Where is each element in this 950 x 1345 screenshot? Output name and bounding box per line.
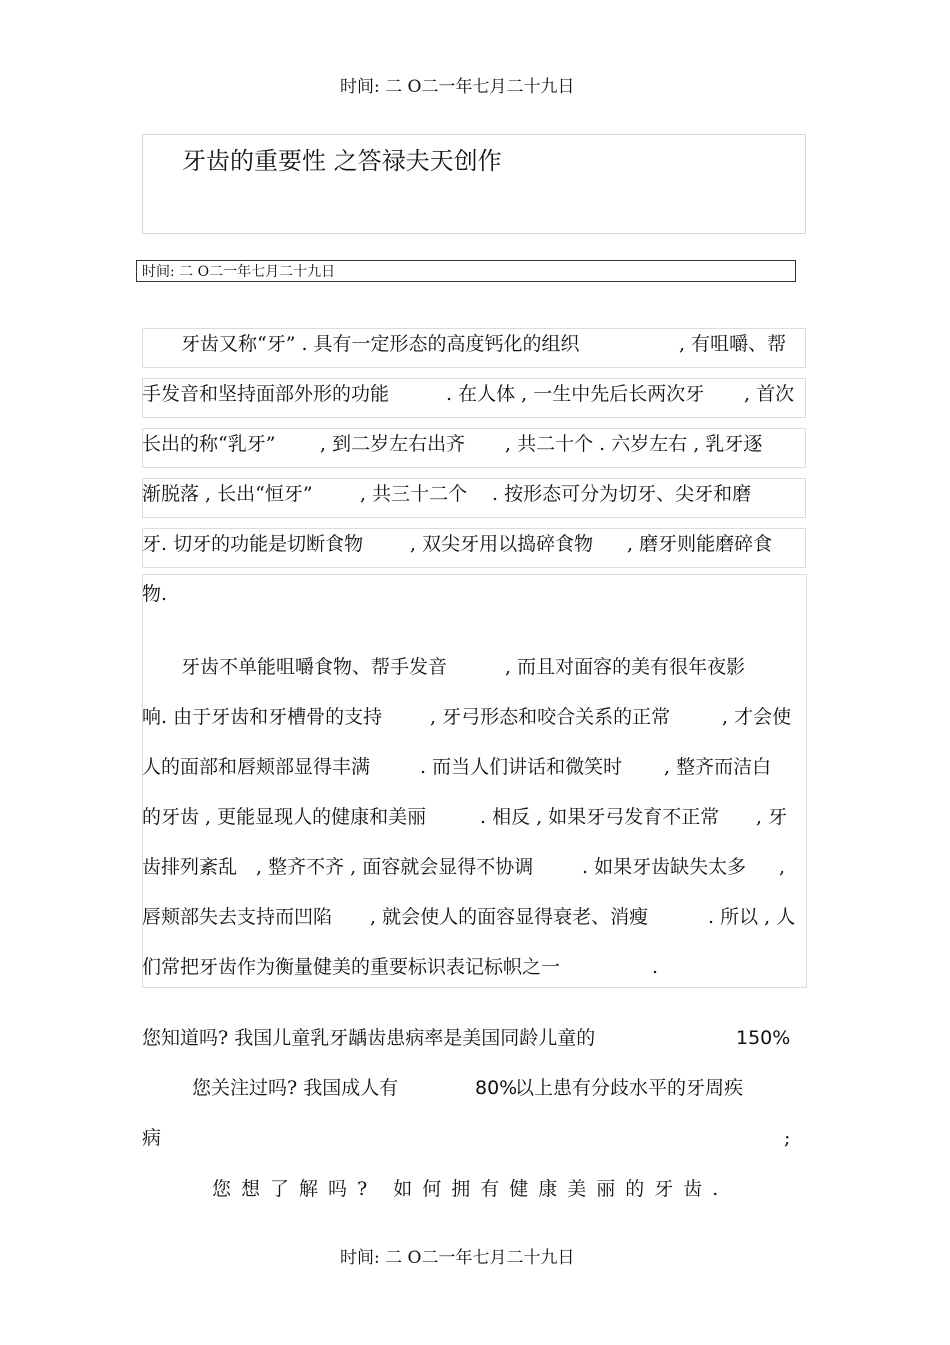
paragraph2-line2: 响. 由于牙齿和牙槽骨的支持	[142, 706, 383, 728]
paragraph2-line4: 的牙齿 , 更能显现人的健康和美丽	[142, 806, 427, 828]
paragraph2-line4-mid: . 相反 , 如果牙弓发育不正常	[480, 806, 720, 828]
paragraph2-line5-end: ,	[779, 856, 786, 878]
fact-question-1: 您知道吗? 我国儿童乳牙龋齿患病率是美国同龄儿童的	[142, 1027, 596, 1049]
paragraph1-line2-mid: . 在人体 , 一生中先后长两次牙	[446, 383, 705, 405]
fact-question-2-cont: 病	[142, 1127, 162, 1149]
fact-question-2: 您关注过吗? 我国成人有	[192, 1077, 399, 1099]
paragraph2-line2-end: , 才会使	[722, 706, 792, 728]
fact-question-3: 您想了解吗? 如何拥有健康美丽的牙齿.	[212, 1178, 729, 1200]
fact-value-1: 150%	[736, 1027, 791, 1049]
paragraph1-line4: 渐脱落 , 长出“恒牙”	[142, 483, 313, 505]
paragraph2-line7: 们常把牙齿作为衡量健美的重要标识表记标帜之一	[142, 956, 561, 978]
paragraph2-line6: 唇颊部失去支持而凹陷	[142, 906, 333, 928]
paragraph2-line6-mid: , 就会使人的面容显得衰老、消瘦	[370, 906, 649, 928]
paragraph1-line4-end: . 按形态可分为切牙、尖牙和磨	[492, 483, 752, 505]
paragraph1-line2: 手发音和坚持面部外形的功能	[142, 383, 390, 405]
paragraph2-line4-end: , 牙	[756, 806, 788, 828]
paragraph1-line6: 物.	[142, 583, 168, 605]
paragraph2-line1-end: , 而且对面容的美有很年夜影	[505, 656, 746, 678]
paragraph1-line5: 牙. 切牙的功能是切断食物	[142, 533, 364, 555]
paragraph1-line1: 牙齿又称“牙” . 具有一定形态的高度钙化的组织	[181, 333, 580, 355]
page-footer-date: 时间: 二 O二一年七月二十九日	[340, 1248, 575, 1268]
paragraph1-line4-mid: , 共三十二个	[360, 483, 468, 505]
paragraph2-line5-mid2: . 如果牙齿缺失太多	[582, 856, 747, 878]
date-box-text: 时间: 二 O二一年七月二十九日	[142, 264, 336, 280]
paragraph2-line2-mid: , 牙弓形态和咬合关系的正常	[430, 706, 671, 728]
paragraph2-line3-mid: . 而当人们讲话和微笑时	[420, 756, 623, 778]
paragraph2-line7-end: .	[652, 956, 659, 978]
fact-question-2-rest: 以上患有分歧水平的牙周疾	[515, 1077, 744, 1099]
paragraph2-line1: 牙齿不单能咀嚼食物、帮手发音	[181, 656, 448, 678]
paragraph1-line5-mid: , 双尖牙用以捣碎食物	[410, 533, 594, 555]
paragraph1-line3: 长出的称“乳牙”	[142, 433, 276, 455]
fact-value-2: 80%	[475, 1077, 518, 1099]
paragraph2-line5-mid: , 整齐不齐 , 面容就会显得不协调	[256, 856, 534, 878]
paragraph2-line3: 人的面部和唇颊部显得丰满	[142, 756, 371, 778]
paragraph2-line3-end: , 整齐而洁白	[664, 756, 772, 778]
paragraph1-line3-mid: , 到二岁左右出齐	[320, 433, 466, 455]
paragraph1-line2-end: , 首次	[744, 383, 795, 405]
page-header-date: 时间: 二 O二一年七月二十九日	[340, 77, 575, 97]
paragraph1-line1-end: , 有咀嚼、帮	[679, 333, 787, 355]
paragraph2-line6-end: . 所以 , 人	[708, 906, 796, 928]
fact-question-2-end: ;	[784, 1127, 791, 1149]
paragraph2-line5: 齿排列紊乱	[142, 856, 238, 878]
document-title: 牙齿的重要性 之答禄夫天创作	[182, 147, 502, 175]
paragraph1-line3-end: , 共二十个 . 六岁左右 , 乳牙逐	[505, 433, 763, 455]
paragraph1-line5-end: , 磨牙则能磨碎食	[627, 533, 773, 555]
